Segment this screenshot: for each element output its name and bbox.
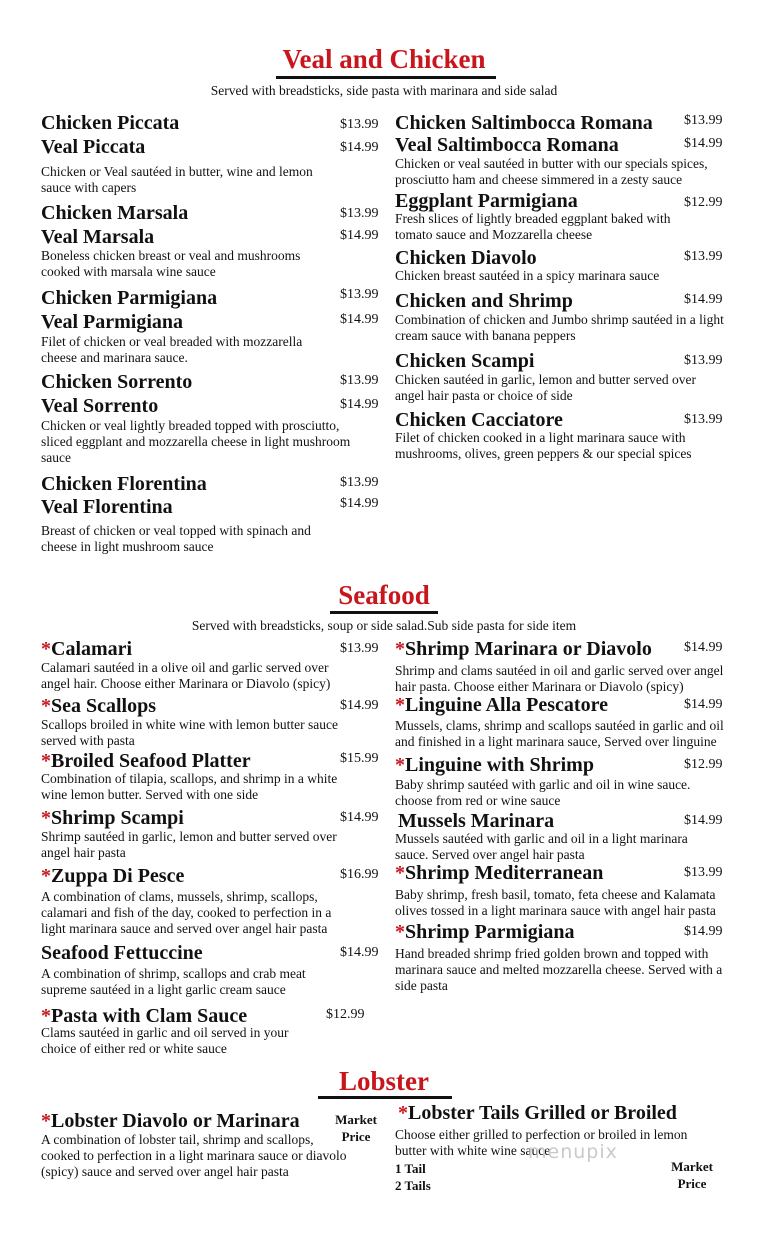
menu-item-price: $13.99 [340, 287, 379, 302]
menu-item-price: $14.99 [340, 397, 379, 412]
menu-item-description: Chicken or veal sautéed in butter with our specials spices, prosciutto ham and cheese simmered in a zesty sauce [395, 156, 708, 187]
star-marker: * [395, 921, 405, 943]
menu-item-price: $14.99 [340, 312, 379, 327]
menu-item-name: Chicken Diavolo [395, 247, 537, 269]
menu-item-name: Veal Piccata [41, 136, 146, 158]
seafood-title-underline [330, 611, 438, 614]
menu-item-name [41, 750, 251, 772]
star-marker: * [41, 1110, 51, 1132]
menu-item-description: Chicken or veal lightly breaded topped with prosciutto, sliced eggplant and mozzarella cheese in light mushroom sauce [41, 418, 351, 465]
menu-item-price: $12.99 [326, 1007, 365, 1022]
menu-item-price: $14.99 [340, 140, 379, 155]
menu-item-price: $16.99 [340, 867, 379, 882]
menu-item-price: $13.99 [684, 353, 723, 368]
menu-item-description: Chicken or Veal sautéed in butter, wine and lemon sauce with capers [41, 164, 313, 195]
menu-item-name-text: Mussels Marinara [398, 810, 555, 832]
menu-item-description: Filet of chicken or veal breaded with mozzarella cheese and marinara sauce. [41, 334, 303, 365]
menu-item-price: $13.99 [340, 475, 379, 490]
menu-item-description: Hand breaded shrimp fried golden brown and topped with marinara sauce and melted mozzarella cheese. Served with a side pasta [395, 946, 723, 993]
menu-item-price: $13.99 [340, 206, 379, 221]
menu-item-name [41, 807, 184, 829]
menu-item-description: Boneless chicken breast or veal and mushrooms cooked with marsala wine sauce [41, 248, 301, 279]
veal-title-underline [276, 76, 496, 79]
price-text: Price [677, 1176, 707, 1191]
menu-item-description: Clams sautéed in garlic and oil served in your choice of either red or white sauce [41, 1025, 289, 1056]
seafood-subtitle: Served with breadsticks, soup or side salad.Sub side pasta for side item [191, 618, 577, 633]
menu-item-description: Chicken breast sautéed in a spicy marinara sauce [395, 268, 660, 283]
menu-item-price: $14.99 [684, 292, 723, 307]
menu-item-description: Mussels sautéed with garlic and oil in a light marinara sauce. Served over angel hair pasta [395, 831, 688, 862]
menu-item-price: $13.99 [340, 373, 379, 388]
menu-item-price: $15.99 [340, 751, 379, 766]
menu-item-name-text: Shrimp Marinara or Diavolo [405, 638, 652, 660]
menu-item-price: $12.99 [684, 757, 723, 772]
menu-item-description: Shrimp sautéed in garlic, lemon and butter served over angel hair pasta [41, 829, 337, 860]
menu-item-name [395, 638, 652, 660]
menu-item-name [395, 862, 603, 884]
menu-item-name-text: Lobster Tails Grilled or Broiled [408, 1102, 677, 1124]
menu-item-price: $14.99 [340, 810, 379, 825]
menu-item-price: $14.99 [340, 945, 379, 960]
menu-item-price: $12.99 [684, 195, 723, 210]
menu-item-name: Chicken Parmigiana [41, 287, 218, 309]
lobster-section-title: Lobster [339, 1066, 429, 1096]
menu-item-name: Chicken Scampi [395, 350, 535, 372]
star-marker: * [41, 807, 51, 829]
star-marker: * [41, 865, 51, 887]
menu-item-name [41, 865, 184, 887]
menu-item-price: $14.99 [340, 698, 379, 713]
menu-item-price: $13.99 [340, 117, 379, 132]
menu-item-name-text: Shrimp Scampi [51, 807, 184, 829]
menu-item-name: Chicken Piccata [41, 112, 180, 134]
menu-item-name [41, 638, 132, 660]
price-text: Price [341, 1129, 371, 1144]
menu-item-name: Chicken Cacciatore [395, 409, 563, 431]
menu-item-description: Scallops broiled in white wine with lemon butter sauce served with pasta [41, 717, 338, 748]
menu-item-name [41, 695, 156, 717]
menu-item-description: Combination of tilapia, scallops, and shrimp in a white wine lemon butter. Served with one side [41, 771, 338, 802]
menu-item-name-text: Shrimp Parmigiana [405, 921, 575, 943]
menu-item-name-text: Calamari [51, 638, 133, 660]
menu-item-price: $14.99 [684, 697, 723, 712]
veal-subtitle: Served with breadsticks, side pasta with marinara and side salad [210, 83, 558, 98]
star-marker: * [395, 694, 405, 716]
menu-item-name-text: Shrimp Mediterranean [405, 862, 604, 884]
star-marker: * [41, 695, 51, 717]
menu-item-description: A combination of shrimp, scallops and crab meat supreme sautéed in a light garlic cream sauce [41, 966, 306, 997]
star-marker: * [41, 638, 51, 660]
menu-item-price: $13.99 [684, 249, 723, 264]
veal-section-title: Veal and Chicken [282, 44, 486, 74]
menu-item-price: $13.99 [684, 865, 723, 880]
menu-item-name-text: Sea Scallops [51, 695, 157, 717]
menu-item-price: $13.99 [684, 113, 723, 128]
menu-item-name: Chicken Florentina [41, 473, 207, 495]
watermark: menupix [528, 1141, 618, 1163]
menu-item-name-text: Broiled Seafood Platter [51, 750, 251, 772]
menu-item-name: Chicken Marsala [41, 202, 189, 224]
menu-item-description: A combination of clams, mussels, shrimp, scallops, calamari and fish of the day, cooked to perfection in a light marinara sauce and served over angel hair pasta [41, 889, 332, 936]
menu-item-description: A combination of lobster tail, shrimp and scallops, cooked to perfection in a light marinara sauce or diavolo (spicy) sauce and served over angel hair pasta [41, 1132, 347, 1179]
menu-item-price: $14.99 [684, 813, 723, 828]
market-price-label [660, 1158, 724, 1192]
menu-item-name [41, 1005, 247, 1027]
menu-item-price: $14.99 [684, 136, 723, 151]
menu-item-name [41, 1110, 300, 1132]
menu-item-name [398, 810, 554, 832]
menu-item-name: Veal Florentina [41, 496, 173, 518]
menu-item-name: Veal Saltimbocca Romana [395, 134, 619, 156]
market-text: Market [671, 1159, 713, 1174]
menu-item-name-text: Seafood Fettuccine [41, 942, 203, 964]
star-marker: * [398, 1102, 408, 1124]
menu-item-description: Shrimp and clams sautéed in oil and garlic served over angel hair pasta. Choose either Marinara or Diavolo (spicy) [395, 663, 724, 694]
menu-item-description: Choose either grilled to perfection or broiled in lemon butter with white wine sauce [395, 1127, 688, 1158]
menu-item-name: Chicken Saltimbocca Romana [395, 112, 653, 134]
menu-item-price: $14.99 [684, 924, 723, 939]
menu-item-price: $14.99 [340, 496, 379, 511]
menu-item-price: $14.99 [684, 640, 723, 655]
lobster-tail-option: 1 Tail [395, 1161, 426, 1176]
menu-item-description: Chicken sautéed in garlic, lemon and butter served over angel hair pasta or choice of side [395, 372, 697, 403]
menu-item-description: Fresh slices of lightly breaded eggplant baked with tomato sauce and Mozzarella cheese [395, 211, 671, 242]
menu-item-name [398, 1102, 677, 1124]
menu-item-name [395, 921, 574, 943]
menu-item-description: Filet of chicken cooked in a light marinara sauce with mushrooms, olives, green peppers & our special spices [395, 430, 692, 461]
menu-item-name-text: Linguine Alla Pescatore [405, 694, 608, 716]
lobster-title-underline [318, 1096, 452, 1099]
menu-item-description: Calamari sautéed in a olive oil and garlic served over angel hair. Choose either Marinara or Diavolo (spicy) [41, 660, 331, 691]
menu-item-name-text: Pasta with Clam Sauce [51, 1005, 248, 1027]
menu-item-name: Chicken and Shrimp [395, 290, 573, 312]
menu-item-description: Combination of chicken and Jumbo shrimp sautéed in a light cream sauce with banana peppers [395, 312, 724, 343]
star-marker: * [41, 1005, 51, 1027]
menu-item-name-text: Linguine with Shrimp [405, 754, 594, 776]
menu-item-name [395, 754, 594, 776]
menu-item-name: Chicken Sorrento [41, 371, 193, 393]
menu-item-description: Baby shrimp, fresh basil, tomato, feta cheese and Kalamata olives tossed in a light marinara sauce with angel hair pasta [395, 887, 716, 918]
menu-item-description: Breast of chicken or veal topped with spinach and cheese in light mushroom sauce [41, 523, 311, 554]
menu-item-name: Veal Parmigiana [41, 311, 184, 333]
menu-item-price: $13.99 [340, 641, 379, 656]
menu-item-name: Veal Sorrento [41, 395, 159, 417]
menu-item-name [41, 942, 203, 964]
menu-item-price: $13.99 [684, 412, 723, 427]
menu-item-description: Mussels, clams, shrimp and scallops sautéed in garlic and oil and finished in a light marinara sauce, Served over linguine [395, 718, 724, 749]
menu-item-name [395, 694, 608, 716]
star-marker: * [395, 638, 405, 660]
menu-item-price: $14.99 [340, 228, 379, 243]
menu-item-name-text: Zuppa Di Pesce [51, 865, 185, 887]
star-marker: * [395, 754, 405, 776]
menu-item-description: Baby shrimp sautéed with garlic and oil in wine sauce. choose from red or wine sauce [395, 777, 691, 808]
market-text: Market [335, 1112, 377, 1127]
menu-item-name-text: Lobster Diavolo or Marinara [51, 1110, 300, 1132]
star-marker: * [41, 750, 51, 772]
lobster-tail-option: 2 Tails [395, 1178, 431, 1193]
menu-item-name: Eggplant Parmigiana [395, 190, 578, 212]
menu-item-name: Veal Marsala [41, 226, 155, 248]
seafood-section-title: Seafood [338, 580, 430, 610]
star-marker: * [395, 862, 405, 884]
